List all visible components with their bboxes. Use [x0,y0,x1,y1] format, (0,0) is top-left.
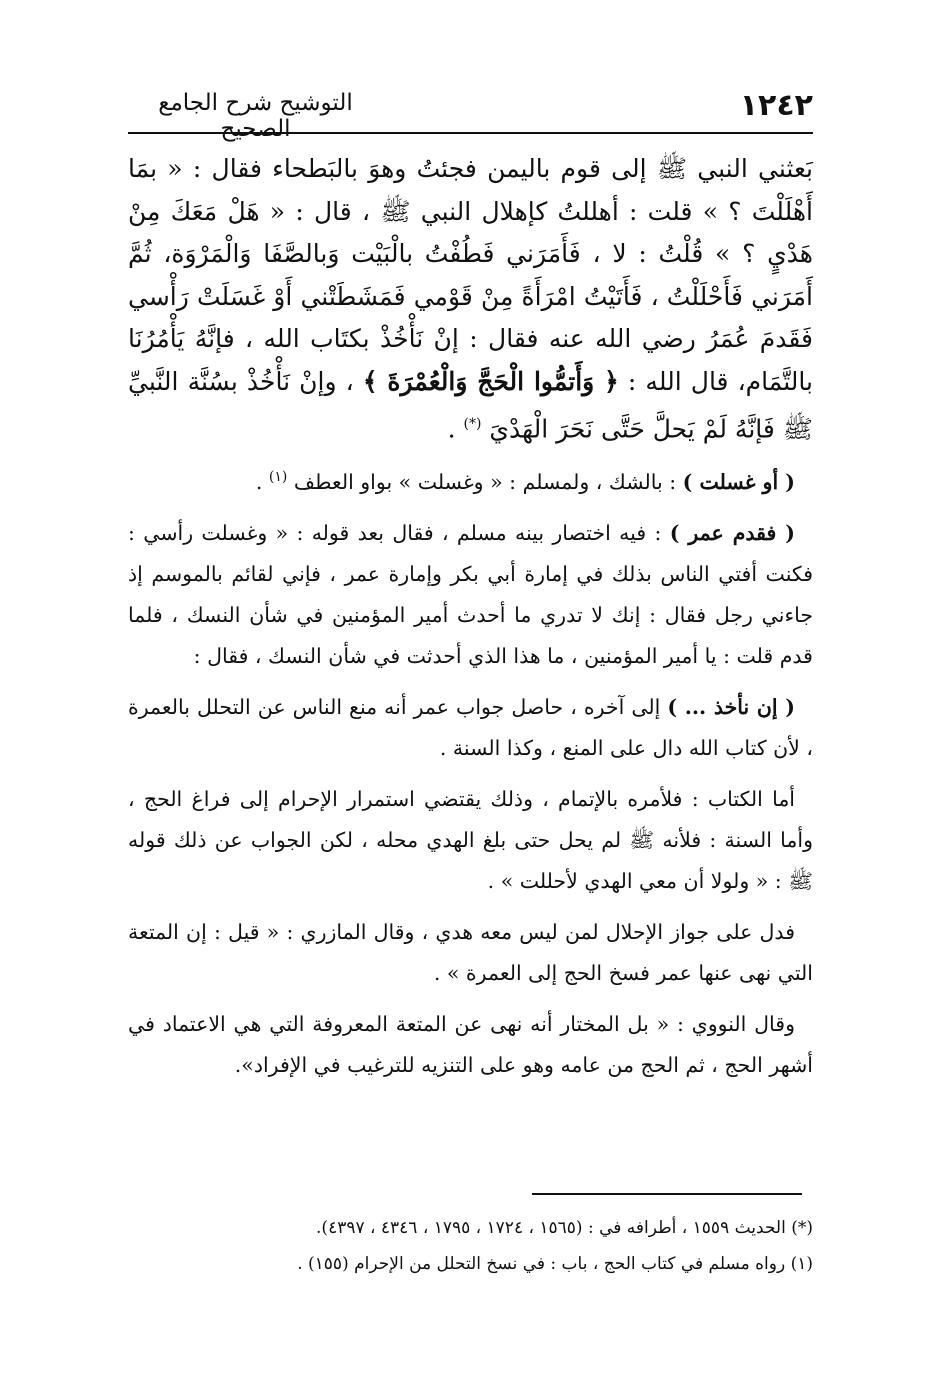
footnotes [128,1210,813,1282]
footnote-divider [532,1193,802,1195]
hadith-text [128,148,813,451]
footnote-item: (١) رواه مسلم في كتاب الحج ، باب : في نسخ التحلل من الإحرام (١٥٥) . [297,1254,813,1274]
footnote-reference: (١) [268,468,288,485]
commentary-paragraph [128,779,813,902]
hadith-footnote-marker: (*) [463,416,482,432]
commentary-lemma: ( أو غسلت ) [682,469,795,494]
commentary-text: وقال النووي : « بل المختار أنه نهى عن المتعة المعروفة التي هي الاعتماد في أشهر الحج ، ثم الحج من عامه وهو على التنزيه للترغيب في الإفراد». [128,1011,813,1077]
commentary-text: فدل على جواز الإحلال لمن ليس معه هدي ، وقال المازري : « قيل : إن المتعة التي نهى عنها عمر فسخ الحج إلى العمرة » . [128,919,813,985]
commentary-lemma: ( فقدم عمر ) [669,520,795,545]
page-number: ١٢٤٢ [739,88,813,123]
page-header [128,82,813,142]
commentary-text: أما الكتاب : فلأمره بالإتمام ، وذلك يقتضي استمرار الإحرام إلى فراغ الحج ، وأما السنة : فلأنه ﷺ لم يحل حتى بلغ الهدي محله ، لكن الجواب عن ذلك قوله ﷺ : « ولولا أن معي الهدي لأحللت » . [128,786,813,893]
hadith-text-before-ayah: بَعثني النبي ﷺ إلى قوم باليمن فجئتُ وهوَ بالبَطحاء فقال : « بمَا أَهْلَلْتَ ؟ » قلت : أهللتُ كإهلال النبي ﷺ ، قال : « هَلْ مَعَكَ مِنْ هَدْيٍ ؟ » قُلْتُ : لا ، فَأَمَرَني فَطُفْتُ بالْبَيْت وَبالصَّفَا وَالْمَرْوَة، ثُمَّ أَمَرَني فَأَحْلَلْتُ ، فَأَتَيْتُ امْرَأَةً مِنْ قَوْمي فَمَشَطَتْني أَوْ غَسَلَتْ رَأْسي فَقَدمَ عُمَرُ رضي الله عنه فقال : إنْ نَأْخُذْ بكتَاب الله ، فإنَّهُ يَأْمُرُنَا بالتَّمَام، قال الله : [128,154,813,396]
quran-ayah: ﴿ وَأَتمُّوا الْحَجَّ وَالْعُمْرَةَ ﴾ [362,366,619,396]
commentary-paragraph [128,513,813,677]
running-title: التوشيح شرح الجامع الصحيح [158,90,353,142]
footnote-item: (*) الحديث ١٥٥٩ ، أطرافه في : (١٥٦٥ ، ١٧٢٤ ، ١٧٩٥ ، ٤٣٤٦ ، ٤٣٩٧). [316,1218,813,1238]
commentary-text: : فيه اختصار بينه مسلم ، فقال بعد قوله : « وغسلت رأسي : فكنت أفتي الناس بذلك في إمارة أبي بكر وإمارة عمر ، فإني لقائم بالموسم إذ جاءني رجل فقال : إنك لا تدري ما أحدث أمير المؤمنين في شأن النسك ، فلما قدم قلت : يا أمير المؤمنين ، ما هذا الذي أحدثت في شأن النسك ، فقال : [128,520,813,668]
page-body [128,148,813,1096]
commentary-end: . [255,469,263,494]
commentary-paragraph [128,1004,813,1086]
hadith-end: . [447,414,456,444]
commentary-text: إلى آخره ، حاصل جواب عمر أنه منع الناس عن التحلل بالعمرة ، لأن كتاب الله دال على المنع ، وكذا السنة . [128,694,813,760]
commentary-text: : بالشك ، ولمسلم : « وغسلت » بواو العطف [293,469,677,494]
hadith-text-after-ayah: ، وإنْ نَأْخُذْ بسُنَّة النَّبيِّ ﷺ فَإنَّهُ لَمْ يَحلَّ حَتَّى نَحَرَ الْهَدْيَ [128,366,813,444]
commentary-paragraph [128,912,813,994]
commentary-lemma: ( إن نأخذ ... ) [667,694,795,719]
commentary-paragraph [128,457,813,503]
commentary-paragraph [128,687,813,769]
